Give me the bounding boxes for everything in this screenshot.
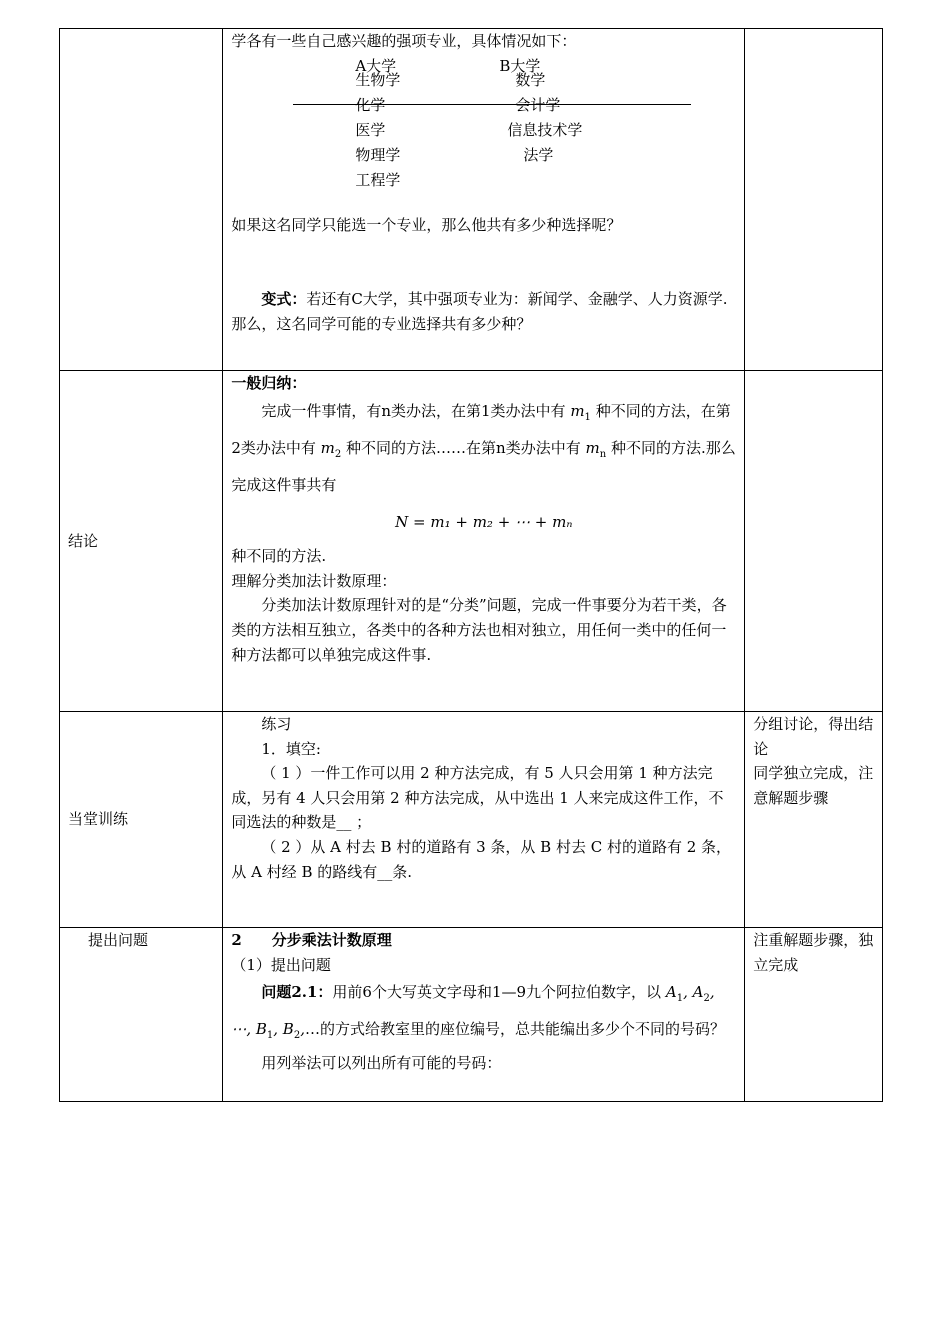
problem-paragraph [231, 977, 736, 1051]
major-a-1: 生物学 [355, 70, 401, 89]
major-a-5: 工程学 [355, 170, 401, 189]
row-notes-cell [745, 371, 883, 712]
row-content-cell [223, 29, 745, 371]
header-a: A大学 [355, 56, 397, 75]
summary-heading: 一般归纳： [231, 374, 307, 392]
row-notes-cell [745, 928, 883, 1102]
table-row [60, 712, 883, 928]
table-rule [293, 104, 691, 105]
summary-part-3: 种不同的方法……在第n类办法中有 [346, 438, 581, 457]
row-label-cell [60, 29, 223, 371]
row-notes-cell [745, 712, 883, 928]
problem-text-1: 用前6个大写英文字母和1—9九个阿拉伯数字，以 [332, 983, 662, 1002]
university-table [231, 54, 736, 189]
list-text: 用列举法可以列出所有可能的号码： [261, 1054, 502, 1073]
row-content-cell [223, 928, 745, 1102]
row-notes-cell [745, 29, 883, 371]
header-b: B大学 [499, 56, 541, 75]
summary-part-1: 完成一件事情，有n类办法，在第1类办法中有 [261, 401, 566, 420]
variant-paragraph [231, 287, 736, 336]
sub-heading: （1）提出问题 [231, 955, 331, 974]
variant-label: 变式： [261, 290, 307, 309]
practice-title: 练习 [261, 715, 292, 733]
table-row [60, 371, 883, 712]
practice-question-1: （ 1 ）一件工作可以用 2 种方法完成，有 5 人只会用第 1 种方法完成，另有 4 人只会用第 2 种方法完成，从中选出 1 人来完成这件工作，不同选法的种数是__ ； [231, 764, 724, 832]
summary-part-2: 种不同的方法，在第2类办法中有 [231, 401, 731, 457]
row-content-cell [223, 371, 745, 712]
major-b-2: 会计学 [515, 95, 561, 114]
seat-code-symbols: $A_1$, $A_2$, ⋯, $B_1$, $B_2$, [231, 983, 715, 1042]
sum-formula: N = m₁ + m₂ + ⋯ + mₙ [395, 512, 573, 531]
note-independent: 同学独立完成，注意解题步骤 [753, 764, 874, 807]
practice-item-1: 1．填空: [261, 739, 321, 758]
question-text: 如果这名同学只能选一个专业，那么他共有多少种选择呢？ [231, 215, 622, 234]
mn-symbol: $m_n$ [585, 438, 607, 460]
major-a-2: 化学 [355, 95, 386, 114]
table-row [60, 29, 883, 371]
major-b-4: 法学 [523, 145, 554, 164]
major-a-4: 物理学 [355, 145, 401, 164]
row-label-problem: 提出问题 [60, 928, 223, 1102]
practice-question-2: （ 2 ）从 A 村去 B 村的道路有 3 条，从 B 村去 C 村的道路有 2 条，从 A 村经 B 的路线有__条. [231, 837, 732, 881]
major-a-3: 医学 [355, 120, 386, 139]
major-b-1: 数学 [515, 70, 546, 89]
row-label-practice: 当堂训练 [60, 712, 223, 928]
summary-part-4: 种不同的方法.那么完成这件事共有 [231, 438, 736, 494]
lesson-table [59, 28, 883, 1102]
note-discuss: 分组讨论，得出结论 [753, 715, 874, 758]
row-content-cell [223, 712, 745, 928]
m2-symbol: $m_2$ [320, 438, 342, 460]
intro-text: 学各有一些自己感兴趣的强项专业，具体情况如下： [231, 32, 577, 50]
explanation-paragraph: 分类加法计数原理针对的是“分类”问题，完成一件事要分为若干类，各类的方法相互独立，各类中的各种方法也相对独立，用任何一类中的任何一种方法都可以单独完成这件事. [231, 596, 727, 664]
summary-paragraph [231, 396, 736, 500]
table-row [60, 928, 883, 1102]
problem-label: 问题2.1： [261, 983, 333, 1002]
major-b-3: 信息技术学 [507, 120, 583, 139]
understand-heading: 理解分类加法计数原理： [231, 571, 397, 590]
after-formula-text: 种不同的方法. [231, 547, 327, 566]
note-steps: 注重解题步骤，独立完成 [753, 931, 874, 974]
problem-text-2: …的方式给教室里的座位编号，总共能编出多少个不同的号码？ [304, 1020, 725, 1039]
m1-symbol: $m_1$ [570, 401, 591, 423]
section-heading: 2 分步乘法计数原理 [231, 931, 392, 949]
row-label-conclusion: 结论 [60, 371, 223, 712]
variant-text: 若还有C大学，其中强项专业为：新闻学、金融学、人力资源学.那么，这名同学可能的专业选择共有多少种？ [231, 290, 728, 333]
